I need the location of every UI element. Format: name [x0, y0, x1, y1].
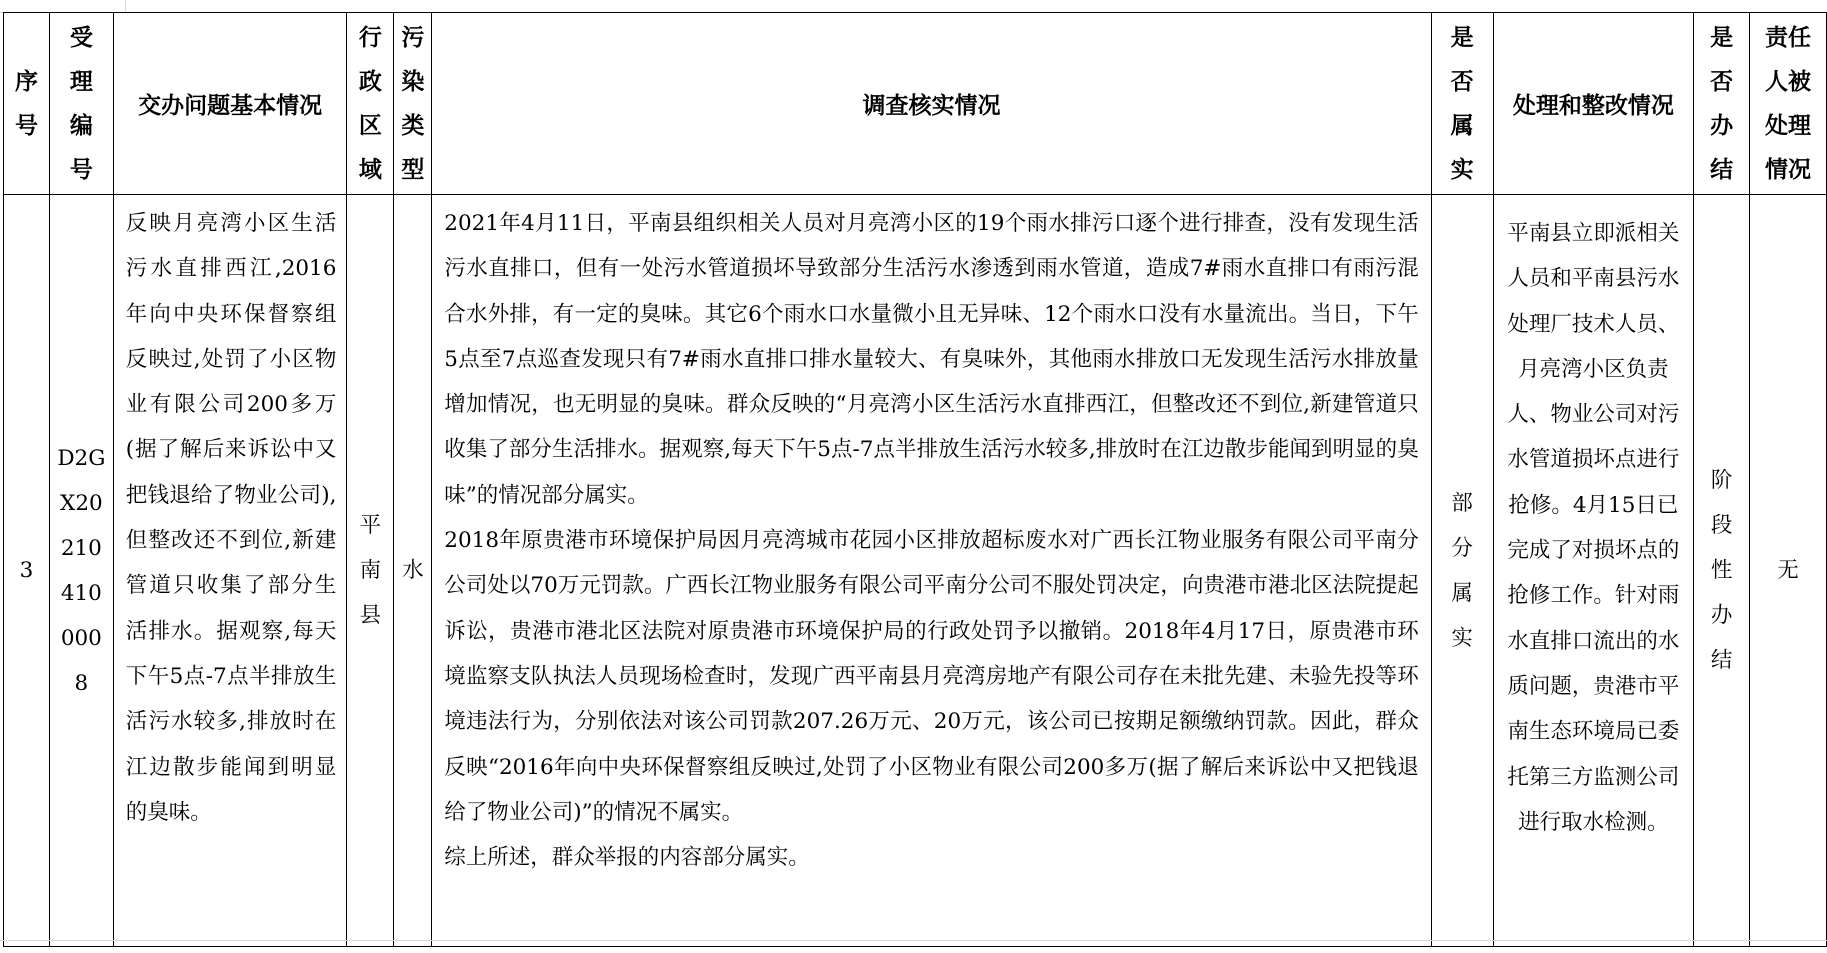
header-is-closed: 是 否 办 结: [1694, 13, 1750, 195]
investigation-paragraph: 2018年原贵港市环境保护局因月亮湾城市花园小区排放超标废水对广西长江物业服务有限公司平南分公司处以70万元罚款。广西长江物业服务有限公司平南分公司不服处罚决定，向贵港市港北区法院提起诉讼，贵港市港北区法院对原贵港市环境保护局的行政处罚予以撤销。2018年4月17日，原贵港市环境监察支队执法人员现场检查时，发现广西平南县月亮湾房地产有限公司存在未批先建、未验先投等环境违法行为，分别依法对该公司罚款207.26万元、20万元，该公司已按期足额缴纳罚款。因此，群众反映“2016年向中央环保督察组反映过,处罚了小区物业有限公司200多万(据了解后来诉讼中又把钱退给了物业公司)”的情况不属实。: [444, 528, 1419, 825]
cell-investigation: [432, 195, 1431, 947]
cell-accountability: 无: [1750, 195, 1827, 947]
header-row: [4, 13, 1827, 195]
header-is-true: 是 否 属 实: [1431, 13, 1493, 195]
sheet-bottom-border: [0, 940, 1827, 953]
cell-is-closed: 阶 段 性 办 结: [1694, 195, 1750, 947]
cell-pollution-type: 水: [394, 195, 432, 947]
header-district: 行 政 区 域: [347, 13, 394, 195]
header-case-no: 受 理 编 号: [49, 13, 113, 195]
header-investigation: 调查核实情况: [432, 13, 1431, 195]
cell-district: 平 南 县: [347, 195, 394, 947]
header-accountability: 责任 人被 处理 情况: [1750, 13, 1827, 195]
cell-case-no: D2G X20 210 410 000 8: [49, 195, 113, 947]
header-issue: 交办问题基本情况: [113, 13, 347, 195]
cell-seq: 3: [4, 195, 50, 947]
investigation-paragraph: 2021年4月11日，平南县组织相关人员对月亮湾小区的19个雨水排污口逐个进行排查，没有发现生活污水直排口，但有一处污水管道损坏导致部分生活污水渗透到雨水管道，造成7#雨水直排口有雨污混合水外排，有一定的臭味。其它6个雨水口水量微小且无异味、12个雨水口没有水量流出。当日，下午5点至7点巡查发现只有7#雨水直排口排水量较大、有臭味外，其他雨水排放口无发现生活污水排放量增加情况，也无明显的臭味。群众反映的“月亮湾小区生活污水直排西江，但整改还不到位,新建管道只收集了部分生活排水。据观察,每天下午5点-7点半排放生活污水较多,排放时在江边散步能闻到明显的臭味”的情况部分属实。: [444, 211, 1419, 508]
header-pollution-type: 污 染 类 型: [394, 13, 432, 195]
cell-handling: 平南县立即派相关人员和平南县污水处理厂技术人员、月亮湾小区负责人、物业公司对污水管道损坏点进行抢修。4月15日已完成了对损坏点的抢修工作。针对雨水直排口流出的水质问题，贵港市平南生态环境局已委托第三方监测公司进行取水检测。: [1493, 195, 1694, 947]
cell-issue: 反映月亮湾小区生活污水直排西江,2016年向中央环保督察组反映过,处罚了小区物业有限公司200多万(据了解后来诉讼中又把钱退给了物业公司),但整改还不到位,新建管道只收集了部分生活排水。据观察,每天下午5点-7点半排放生活污水较多,排放时在江边散步能闻到明显的臭味。: [113, 195, 347, 947]
cell-is-true: 部 分 属 实: [1431, 195, 1493, 947]
header-seq: 序 号: [4, 13, 50, 195]
table-row: [4, 195, 1827, 947]
investigation-paragraph: 综上所述，群众举报的内容部分属实。: [444, 845, 810, 871]
header-handling: 处理和整改情况: [1493, 13, 1694, 195]
case-table: [3, 12, 1827, 947]
